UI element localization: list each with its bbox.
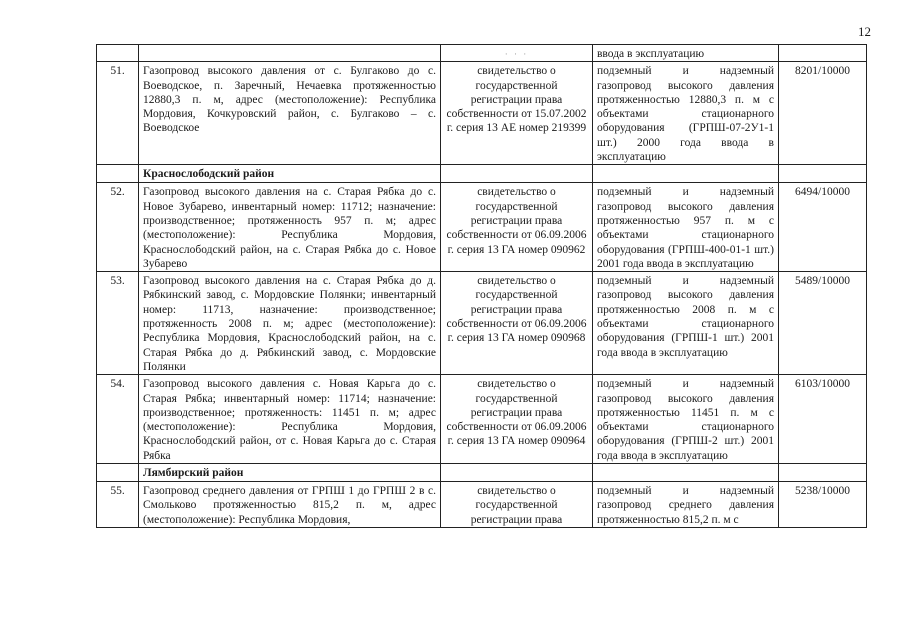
cell-share (779, 45, 867, 62)
technical-description: подземный и надземный газопровод высокого давления протяженностью 2008 п. м с объектами стационарного оборудования (ГРПШ-1 шт.) 2001 года ввода в эксплуатацию (593, 272, 779, 375)
technical-description: подземный и надземный газопровод высокого давления протяженностью 12880,3 п. м с объектами стационарного оборудования (ГРПШ-07-2У1-1 шт.) 2000 года ввода в эксплуатацию (593, 62, 779, 165)
technical-description: подземный и надземный газопровод высокого давления протяженностью 957 п. м с объектами стационарного оборудования (ГРПШ-400-01-1 шт.) 2001 года ввода в эксплуатацию (593, 183, 779, 272)
registration-document: свидетельство о государственной регистрации права собственности от 06.09.2006 г. серия 13 ГА номер 090962 (441, 183, 593, 272)
table-row (97, 375, 867, 464)
registration-document: свидетельство о государственной регистрации права собственности от 06.09.2006 г. серия 13 ГА номер 090964 (441, 375, 593, 464)
share-fraction: 5489/10000 (779, 272, 867, 375)
share-fraction: 6103/10000 (779, 375, 867, 464)
row-number: 51. (97, 62, 139, 165)
share-fraction: 5238/10000 (779, 482, 867, 528)
row-number: 55. (97, 482, 139, 528)
cell-document (441, 464, 593, 482)
object-description: Газопровод среднего давления от ГРПШ 1 до ГРПШ 2 в с. Смольково протяженностью 815,2 п. м, адрес (местоположение): Республика Мордовия, (139, 482, 441, 528)
cell-description (593, 165, 779, 183)
cell-document (441, 165, 593, 183)
faint-marks: · · · (504, 49, 529, 59)
section-title (139, 165, 441, 183)
cell-description: ввода в эксплуатацию (593, 45, 779, 62)
section-header-row (97, 464, 867, 482)
section-title (139, 464, 441, 482)
continuation-row (97, 45, 867, 62)
object-description: Газопровод высокого давления на с. Старая Рябка до д. Рябкинский завод, с. Мордовские Полянки; инвентарный номер: 11713, назначение: производственное; протяженность 2008 п. м; адрес (местоположение): Республика Мордовия, Краснослободский район, на с. Старая Рябка до д. Рябкинский завод, с. Мордовские Полянки (139, 272, 441, 375)
table-row (97, 183, 867, 272)
technical-description: подземный и надземный газопровод среднего давления протяженностью 815,2 п. м с (593, 482, 779, 528)
row-number: 54. (97, 375, 139, 464)
share-fraction: 8201/10000 (779, 62, 867, 165)
row-number: 53. (97, 272, 139, 375)
table-row (97, 272, 867, 375)
district-name: Краснослободский район (143, 168, 275, 181)
cell-document (441, 45, 593, 62)
cell-number (97, 45, 139, 62)
cell-number (97, 464, 139, 482)
table-row (97, 62, 867, 165)
cell-object (139, 45, 441, 62)
technical-description: подземный и надземный газопровод высокого давления протяженностью 11451 п. м с объектами стационарного оборудования (ГРПШ-2 шт.) 2001 года ввода в эксплуатацию (593, 375, 779, 464)
page-number: 12 (858, 24, 871, 39)
cell-share (779, 464, 867, 482)
district-name: Лямбирский район (143, 467, 244, 480)
object-description: Газопровод высокого давления от с. Булгаково до с. Воеводское, п. Заречный, Нечаевка протяженностью 12880,3 п. м, адрес (местоположение): Республика Мордовия, Кочкуровский район, с. Булгаково – с. Воеводское (139, 62, 441, 165)
object-description: Газопровод высокого давления с. Новая Карьга до с. Старая Рябка; инвентарный номер: 11714; назначение: производственное; протяженность: 11451 п. м; адрес (местоположение): Республика Мордовия, Краснослободский район, от с. Новая Карьга до с. Старая Рябка (139, 375, 441, 464)
property-registry-table (96, 44, 867, 528)
share-fraction: 6494/10000 (779, 183, 867, 272)
cell-description (593, 464, 779, 482)
registration-document: свидетельство о государственной регистрации права собственности от 06.09.2006 г. серия 13 ГА номер 090968 (441, 272, 593, 375)
section-header-row (97, 165, 867, 183)
registration-document: свидетельство о государственной регистрации права (441, 482, 593, 528)
cell-share (779, 165, 867, 183)
object-description: Газопровод высокого давления на с. Старая Рябка до с. Новое Зубарево, инвентарный номер: 11712; назначение: производственное; протяженность 957 п. м; адрес (местоположение): Республика Мордовия, Краснослободский район, на с. Старая Рябка до с. Новое Зубарево (139, 183, 441, 272)
cell-number (97, 165, 139, 183)
registry-table-body (97, 45, 867, 528)
registration-document: свидетельство о государственной регистрации права собственности от 15.07.2002 г. серия 13 АЕ номер 219399 (441, 62, 593, 165)
table-row (97, 482, 867, 528)
row-number: 52. (97, 183, 139, 272)
